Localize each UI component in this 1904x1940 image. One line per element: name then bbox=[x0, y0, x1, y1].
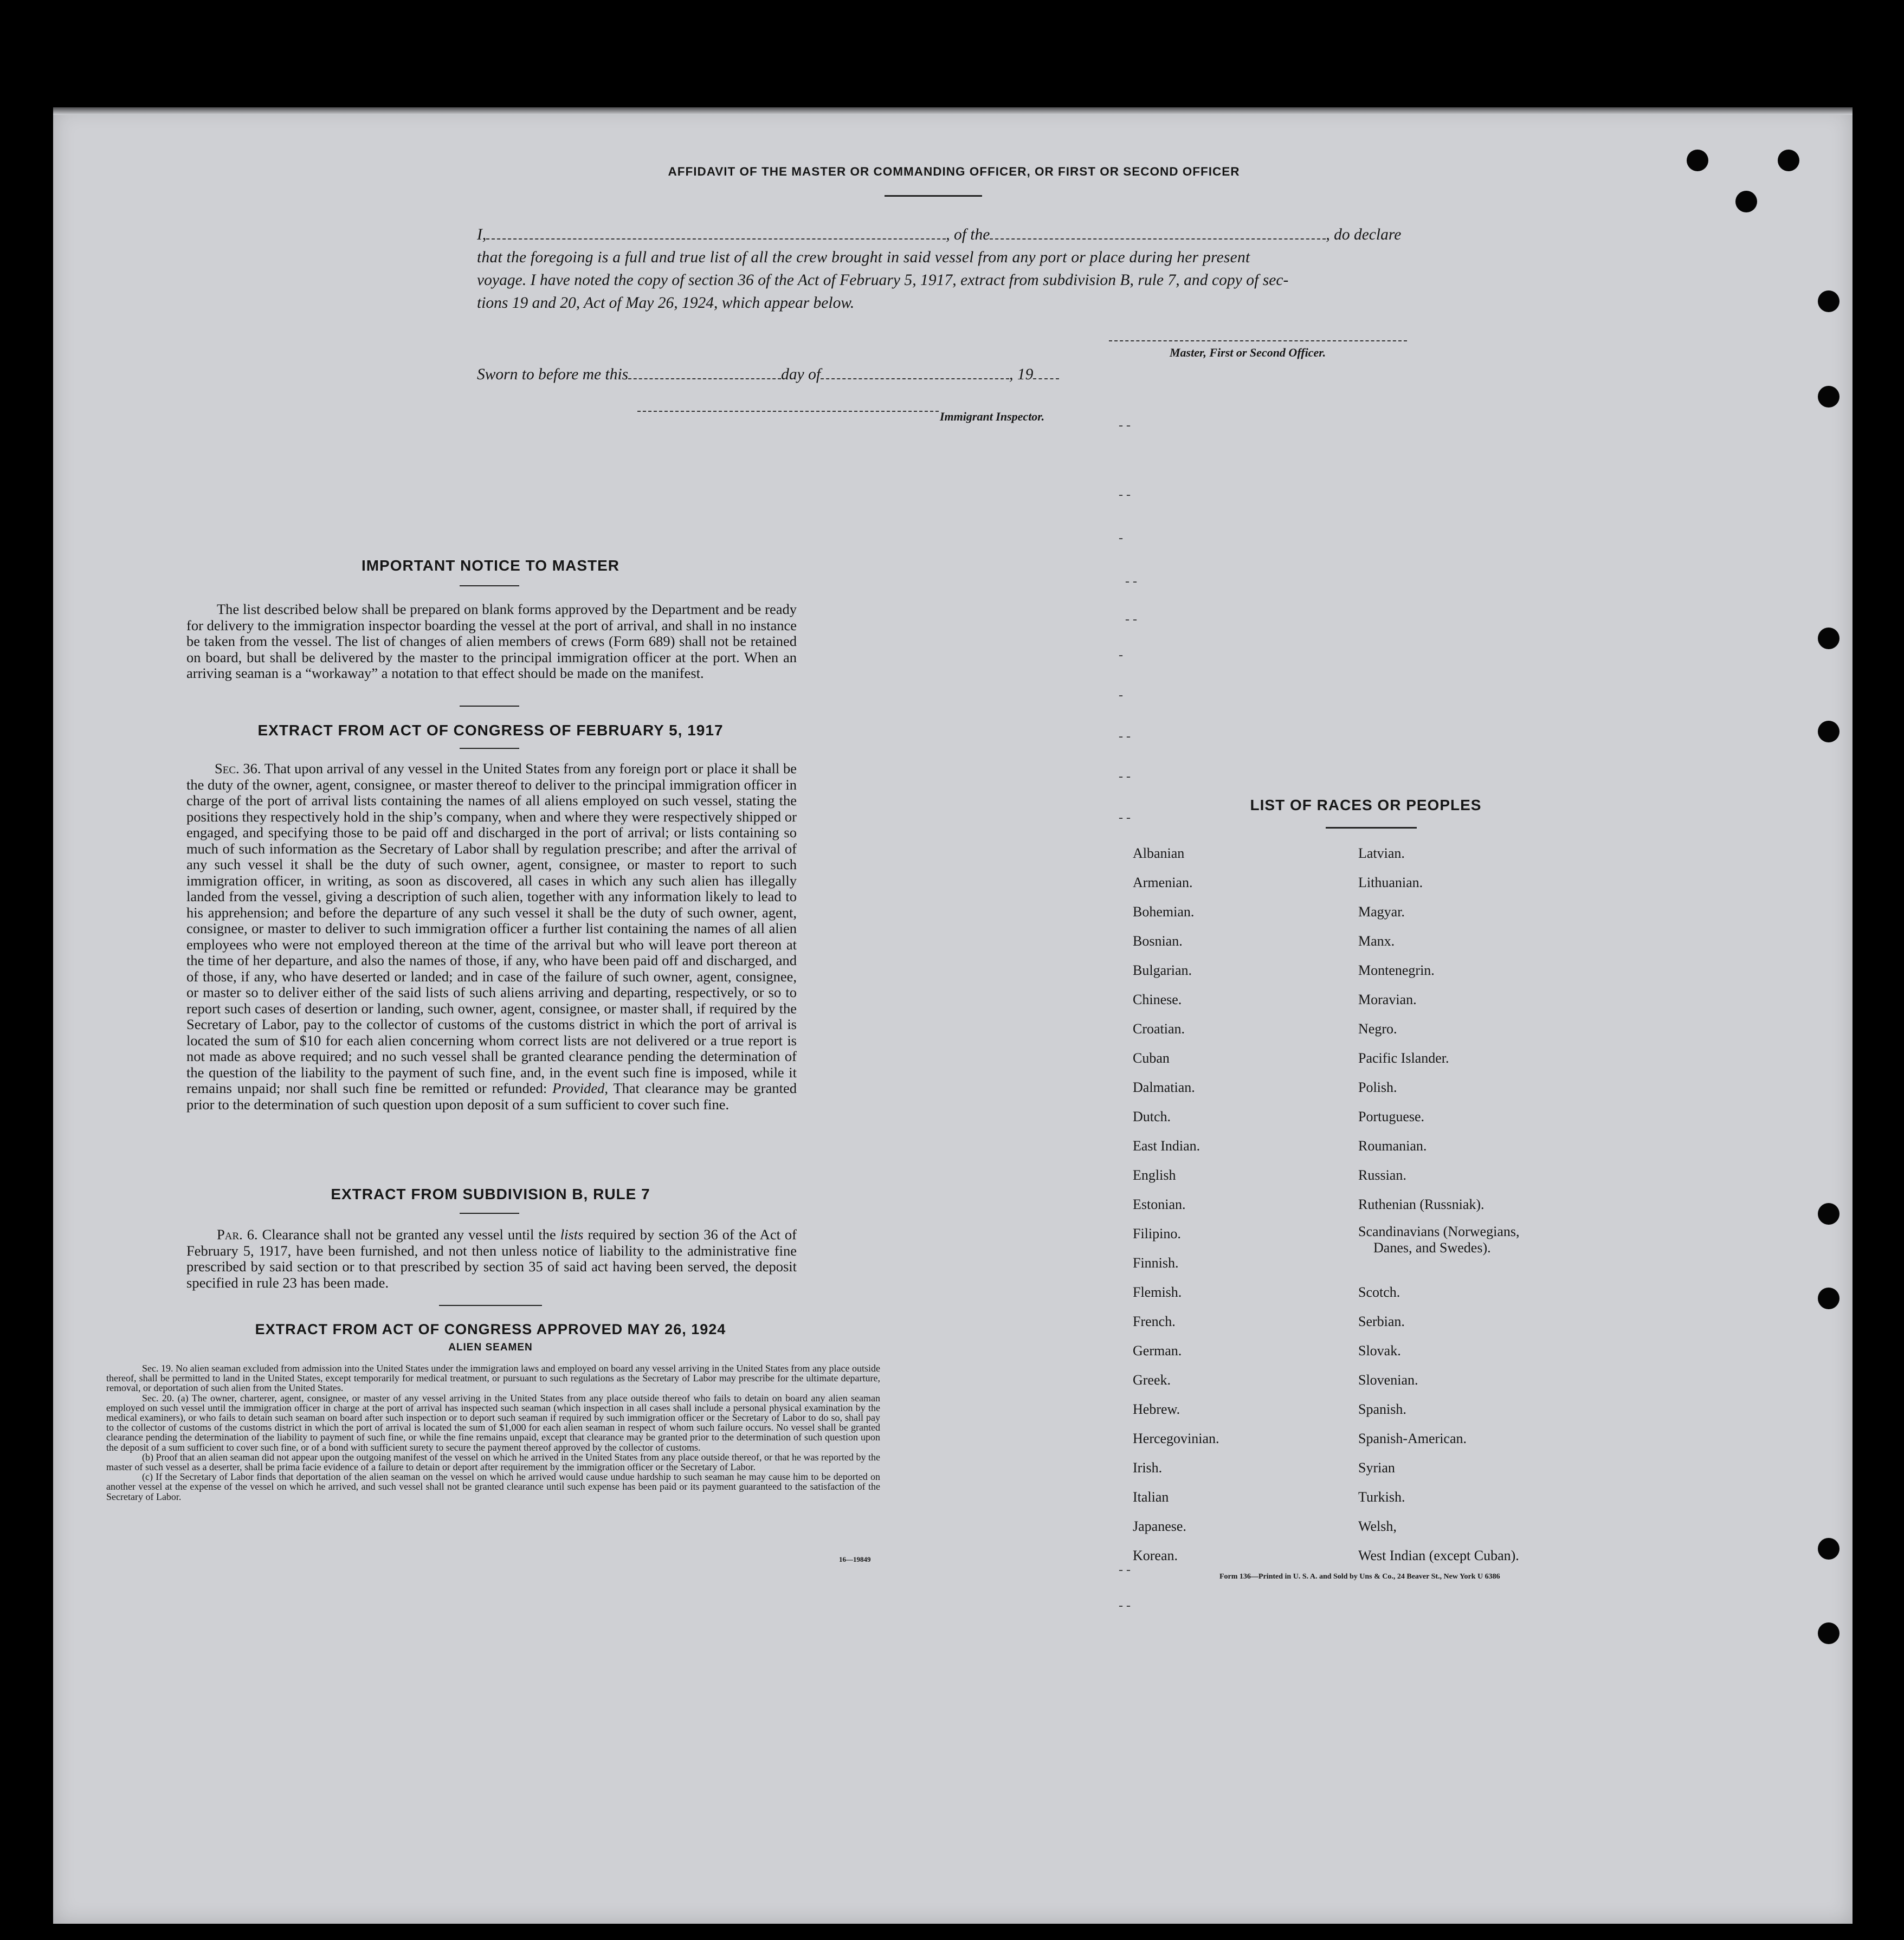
sworn-line bbox=[477, 363, 1059, 386]
rule-7-title: EXTRACT FROM SUBDIVISION B, RULE 7 bbox=[331, 1186, 650, 1202]
race-item: Slovenian. bbox=[1358, 1372, 1418, 1388]
sworn-year: , 19 bbox=[1009, 366, 1034, 383]
name-blank[interactable] bbox=[486, 238, 946, 240]
race-item: Negro. bbox=[1358, 1021, 1397, 1037]
race-item: Albanian bbox=[1133, 845, 1185, 861]
race-item: Spanish-American. bbox=[1358, 1431, 1467, 1446]
race-item: Irish. bbox=[1133, 1460, 1163, 1476]
margin-mark: - bbox=[1119, 688, 1123, 702]
punch-hole bbox=[1818, 1622, 1840, 1644]
race-item: Dalmatian. bbox=[1133, 1079, 1195, 1095]
races-rule bbox=[1326, 827, 1417, 829]
inspector-signature-line[interactable] bbox=[637, 411, 939, 412]
extract-1917-title: EXTRACT FROM ACT OF CONGRESS OF FEBRUARY 5, 1917 bbox=[257, 722, 724, 739]
punch-hole bbox=[1735, 191, 1757, 212]
affidavit-declare: , do declare bbox=[1326, 226, 1402, 243]
margin-mark: - - bbox=[1119, 1599, 1131, 1613]
provided-word: Provided, bbox=[552, 1080, 608, 1096]
sec-20c-paragraph: (c) If the Secretary of Labor finds that deportation of the alien seaman on the vessel on which he arrived would cause undue hardship to such seaman he may cause him to be deported on another vessel at the expense of the vessel on which he arrived, and such vessel shall not be granted clearance until such expense has been paid or its payment guaranteed to the satisfaction of the Secretary of Labor. bbox=[106, 1471, 880, 1502]
race-item: Japanese. bbox=[1133, 1518, 1186, 1534]
notice-end-rule bbox=[460, 706, 519, 707]
margin-mark: - - bbox=[1119, 729, 1131, 743]
race-item: Montenegrin. bbox=[1358, 962, 1435, 978]
page-edge-shadow bbox=[53, 107, 1853, 115]
race-item: Latvian. bbox=[1358, 845, 1405, 861]
punch-hole bbox=[1778, 150, 1799, 171]
race-item: Spanish. bbox=[1358, 1401, 1406, 1417]
race-item: Bosnian. bbox=[1133, 933, 1183, 949]
race-item: Scandinavians (Norwegians, bbox=[1358, 1224, 1520, 1239]
affidavit-i: I, bbox=[477, 226, 487, 243]
race-item: Italian bbox=[1133, 1489, 1169, 1505]
form-code: 16—19849 bbox=[839, 1555, 871, 1563]
punch-hole bbox=[1818, 1538, 1840, 1560]
race-item: Korean. bbox=[1133, 1548, 1178, 1563]
sec-36-text bbox=[186, 761, 797, 1113]
vessel-blank[interactable] bbox=[990, 238, 1326, 240]
inspector-label: Immigrant Inspector. bbox=[940, 410, 1045, 423]
race-item-scandinavians bbox=[1358, 1219, 1586, 1278]
race-item: Estonian. bbox=[1133, 1197, 1186, 1212]
race-item: Manx. bbox=[1358, 933, 1395, 949]
punch-hole bbox=[1818, 721, 1840, 742]
notice-rule bbox=[460, 585, 519, 586]
race-item: Hebrew. bbox=[1133, 1401, 1180, 1417]
race-item: Croatian. bbox=[1133, 1021, 1185, 1037]
sec-36-body: That upon arrival of any vessel in the United States from any foreign port or place it shall be the duty of the owner, agent, consignee, or master thereof to deliver to the principal immigration officer in charge of the port of arrival lists containing the names of all aliens employed on such vessel, stating the positions they respectively hold in the ship’s company, when and where they were respectively shipped or engaged, and specifying those to be paid off and discharged in the port of arrival; or lists containing so much of such information as the Secretary of Labor shall by regulation prescribe; and after the arrival of any such vessel it shall be the duty of such owner, agent, consignee, or master to report to such immigration officer, in writing, as soon as discovered, all cases in which any such alien has illegally landed from the vessel, giving a description of such alien, together with any information likely to lead to his apprehension; and before the departure of any such vessel it shall be the duty of such owner, agent, consignee, or master to deliver to such immigration officer a further list containing the names of all alien employees who were not employed thereon at the time of the arrival but who will leave port thereon at the time of her departure, and also the names of those, if any, who have been paid off and discharged, and of those, if any, who have deserted or landed; and in case of the failure of such owner, agent, consignee, or master so to deliver either of the said lists of such aliens arriving and departing, respectively, or so to report such cases of desertion or landing, such owner, agent, consignee, or master shall, if required by the Secretary of Labor, pay to the collector of customs of the customs district in which the port of arrival is located the sum of $10 for each alien concerning whom correct lists are not delivered or a true report is not made as above required; and no such vessel shall be granted clearance pending the determination of the question of the liability to the payment of such fine, and, in the event such fine is imposed, while it remains unpaid; nor shall such fine be remitted or refunded: bbox=[186, 760, 797, 1096]
rule-7-text bbox=[186, 1227, 797, 1291]
form-footer: Form 136—Printed in U. S. A. and Sold by Uns & Co., 24 Beaver St., New York U 6386 bbox=[1219, 1573, 1500, 1581]
race-item: French. bbox=[1133, 1314, 1176, 1329]
race-item: Russian. bbox=[1358, 1167, 1406, 1183]
sworn-month-blank[interactable] bbox=[821, 378, 1009, 379]
rule-7-body: Clearance shall not be granted any vessel until the bbox=[262, 1226, 556, 1243]
affidavit-line-1 bbox=[477, 223, 1436, 246]
rule-7-paragraph bbox=[186, 1227, 797, 1291]
race-item: Bohemian. bbox=[1133, 904, 1195, 920]
margin-mark: - bbox=[1119, 648, 1123, 662]
race-item: Flemish. bbox=[1133, 1284, 1182, 1300]
extract-1917-rule bbox=[460, 748, 519, 749]
sworn-day-of: day of bbox=[781, 366, 821, 383]
sec-20b-paragraph: (b) Proof that an alien seaman did not appear upon the outgoing manifest of the vessel on which he arrived in the United States from any place outside thereof, or that he was reported by the master of such vessel as a deserter, shall be prima facie evidence of a failure to detain or deport after requirement by the immigration officer or the Secretary of Labor. bbox=[106, 1451, 880, 1473]
sworn-year-blank[interactable] bbox=[1033, 378, 1059, 379]
race-item: German. bbox=[1133, 1343, 1182, 1359]
race-item: Armenian. bbox=[1133, 875, 1193, 890]
race-item: Dutch. bbox=[1133, 1109, 1171, 1124]
margin-mark: - - bbox=[1125, 574, 1137, 589]
race-item: Welsh, bbox=[1358, 1518, 1397, 1534]
affidavit-title: AFFIDAVIT OF THE MASTER OR COMMANDING OFFICER, OR FIRST OR SECOND OFFICER bbox=[668, 165, 1240, 178]
affidavit-line-3: voyage. I have noted the copy of section 36 of the Act of February 5, 1917, extract from subdivision B, rule 7, and copy of sec- bbox=[477, 271, 1289, 289]
affidavit-text bbox=[477, 223, 1436, 314]
races-title: LIST OF RACES OR PEOPLES bbox=[1250, 797, 1482, 813]
race-item: Syrian bbox=[1358, 1460, 1395, 1476]
margin-mark: - - bbox=[1119, 1563, 1131, 1577]
margin-mark: - - bbox=[1119, 769, 1131, 784]
master-signature-line[interactable] bbox=[1109, 340, 1407, 341]
lists-word: lists bbox=[560, 1226, 584, 1243]
sec-19-paragraph: Sec. 19. No alien seaman excluded from admission into the United States under the immigration laws and employed on board any vessel arriving in the United States from any place outside thereof, shall be permitted to land in the United States, except temporarily for medical treatment, or pursuant to such regulations as the Secretary of Labor may prescribe for the ultimate departure, removal, or deportation of such alien from the United States. bbox=[106, 1363, 880, 1394]
sworn-prefix: Sworn to before me this bbox=[477, 366, 629, 383]
race-item: Ruthenian (Russniak). bbox=[1358, 1197, 1485, 1212]
race-item: Greek. bbox=[1133, 1372, 1171, 1388]
rule-7-end-rule bbox=[439, 1305, 542, 1306]
race-item: Portuguese. bbox=[1358, 1109, 1425, 1124]
race-item: Lithuanian. bbox=[1358, 875, 1423, 890]
margin-mark: - - bbox=[1119, 488, 1131, 502]
extract-1924-text bbox=[106, 1363, 880, 1502]
alien-seamen-subtitle: ALIEN SEAMEN bbox=[448, 1342, 533, 1353]
races-left-column bbox=[1133, 839, 1339, 1570]
rule-7-body-end: required by section 36 of the Act of February 5, 1917, have been furnished, and not then unless notice of liability to the administrative fine prescribed by said section or to that prescribed by section 35 of said act having been served, the deposit specified in rule 23 has been made. bbox=[186, 1226, 797, 1291]
race-item: East Indian. bbox=[1133, 1138, 1201, 1154]
race-item: Danes, and Swedes). bbox=[1373, 1240, 1491, 1256]
punch-hole bbox=[1818, 1203, 1840, 1225]
affidavit-line-4: tions 19 and 20, Act of May 26, 1924, which appear below. bbox=[477, 294, 855, 312]
affidavit-line-2: that the foregoing is a full and true list of all the crew brought in said vessel from any port or place during her present bbox=[477, 249, 1250, 266]
margin-mark: - bbox=[1119, 531, 1123, 545]
race-item: Hercegovinian. bbox=[1133, 1431, 1219, 1446]
race-item: West Indian (except Cuban). bbox=[1358, 1548, 1519, 1563]
notice-text bbox=[186, 602, 797, 682]
race-item: Moravian. bbox=[1358, 992, 1417, 1007]
race-item: Magyar. bbox=[1358, 904, 1405, 920]
race-item: Bulgarian. bbox=[1133, 962, 1192, 978]
race-item: Pacific Islander. bbox=[1358, 1050, 1449, 1066]
sec-20a-paragraph: Sec. 20. (a) The owner, charterer, agent, consignee, or master of any vessel arriving in the United States from any place outside thereof who fails to detain on board any alien seaman employed on such vessel until the immigration officer in charge at the port of arrival has inspected such seaman (which inspection in all cases shall include a personal physical examination by the medical examiners), or who fails to detain such seaman on board after such inspection or to deport such seaman if required by such immigration officer or the Secretary of Labor to do so, shall pay to the collector of customs of the customs district in which the port of arrival is located the sum of $1,000 for each alien seaman in respect of whom such failure occurs. No vessel shall be granted clearance pending the determination of the liability to payment of such fine, or while the fine remains unpaid, except that clearance may be granted prior to the determination of such question upon the deposit of a sum sufficient to cover such fine, or of a bond with sufficient surety to secure the payment thereof approved by the collector of customs. bbox=[106, 1392, 880, 1453]
punch-hole bbox=[1818, 386, 1840, 408]
race-item: English bbox=[1133, 1167, 1176, 1183]
race-item: Serbian. bbox=[1358, 1314, 1405, 1329]
race-item: Slovak. bbox=[1358, 1343, 1401, 1359]
race-item: Roumanian. bbox=[1358, 1138, 1427, 1154]
race-item: Scotch. bbox=[1358, 1284, 1400, 1300]
par-6-label: Par. 6. bbox=[217, 1226, 258, 1243]
race-item: Cuban bbox=[1133, 1050, 1170, 1066]
race-item: Chinese. bbox=[1133, 992, 1182, 1007]
race-item: Polish. bbox=[1358, 1079, 1397, 1095]
rule-7-rule bbox=[460, 1213, 519, 1214]
race-item: Turkish. bbox=[1358, 1489, 1405, 1505]
sec-36-paragraph bbox=[186, 761, 797, 1113]
affidavit-of-the: , of the bbox=[946, 226, 990, 243]
margin-mark: - - bbox=[1125, 612, 1137, 626]
punch-hole bbox=[1818, 628, 1840, 649]
sworn-day-blank[interactable] bbox=[628, 378, 781, 379]
master-signature-label: Master, First or Second Officer. bbox=[1170, 346, 1326, 359]
margin-mark: - - bbox=[1119, 418, 1131, 432]
margin-mark: - - bbox=[1119, 811, 1131, 825]
race-item: Filipino. bbox=[1133, 1226, 1181, 1241]
sec-36-body-end: That clearance may be granted prior to the determination of such question upon deposit of a sum sufficient to cover such fine. bbox=[186, 1080, 797, 1113]
punch-hole bbox=[1818, 1288, 1840, 1309]
race-item: Finnish. bbox=[1133, 1255, 1179, 1271]
punch-hole bbox=[1818, 290, 1840, 312]
notice-title: IMPORTANT NOTICE TO MASTER bbox=[361, 557, 620, 574]
title-rule bbox=[885, 195, 982, 197]
races-right-column bbox=[1358, 839, 1586, 1570]
notice-paragraph: The list described below shall be prepared on blank forms approved by the Department and be ready for delivery to the immigration inspector boarding the vessel at the port of arrival, and shall in no instance be taken from the vessel. The list of changes of alien members of crews (Form 689) shall not be retained on board, but shall be delivered by the master to the principal immigration officer at the port. When an arriving seaman is a “workaway” a notation to that effect should be made on the manifest. bbox=[186, 601, 797, 681]
extract-1924-title: EXTRACT FROM ACT OF CONGRESS APPROVED MAY 26, 1924 bbox=[255, 1321, 726, 1337]
punch-hole bbox=[1687, 150, 1708, 171]
sec-36-label: Sec. 36. bbox=[215, 760, 261, 777]
